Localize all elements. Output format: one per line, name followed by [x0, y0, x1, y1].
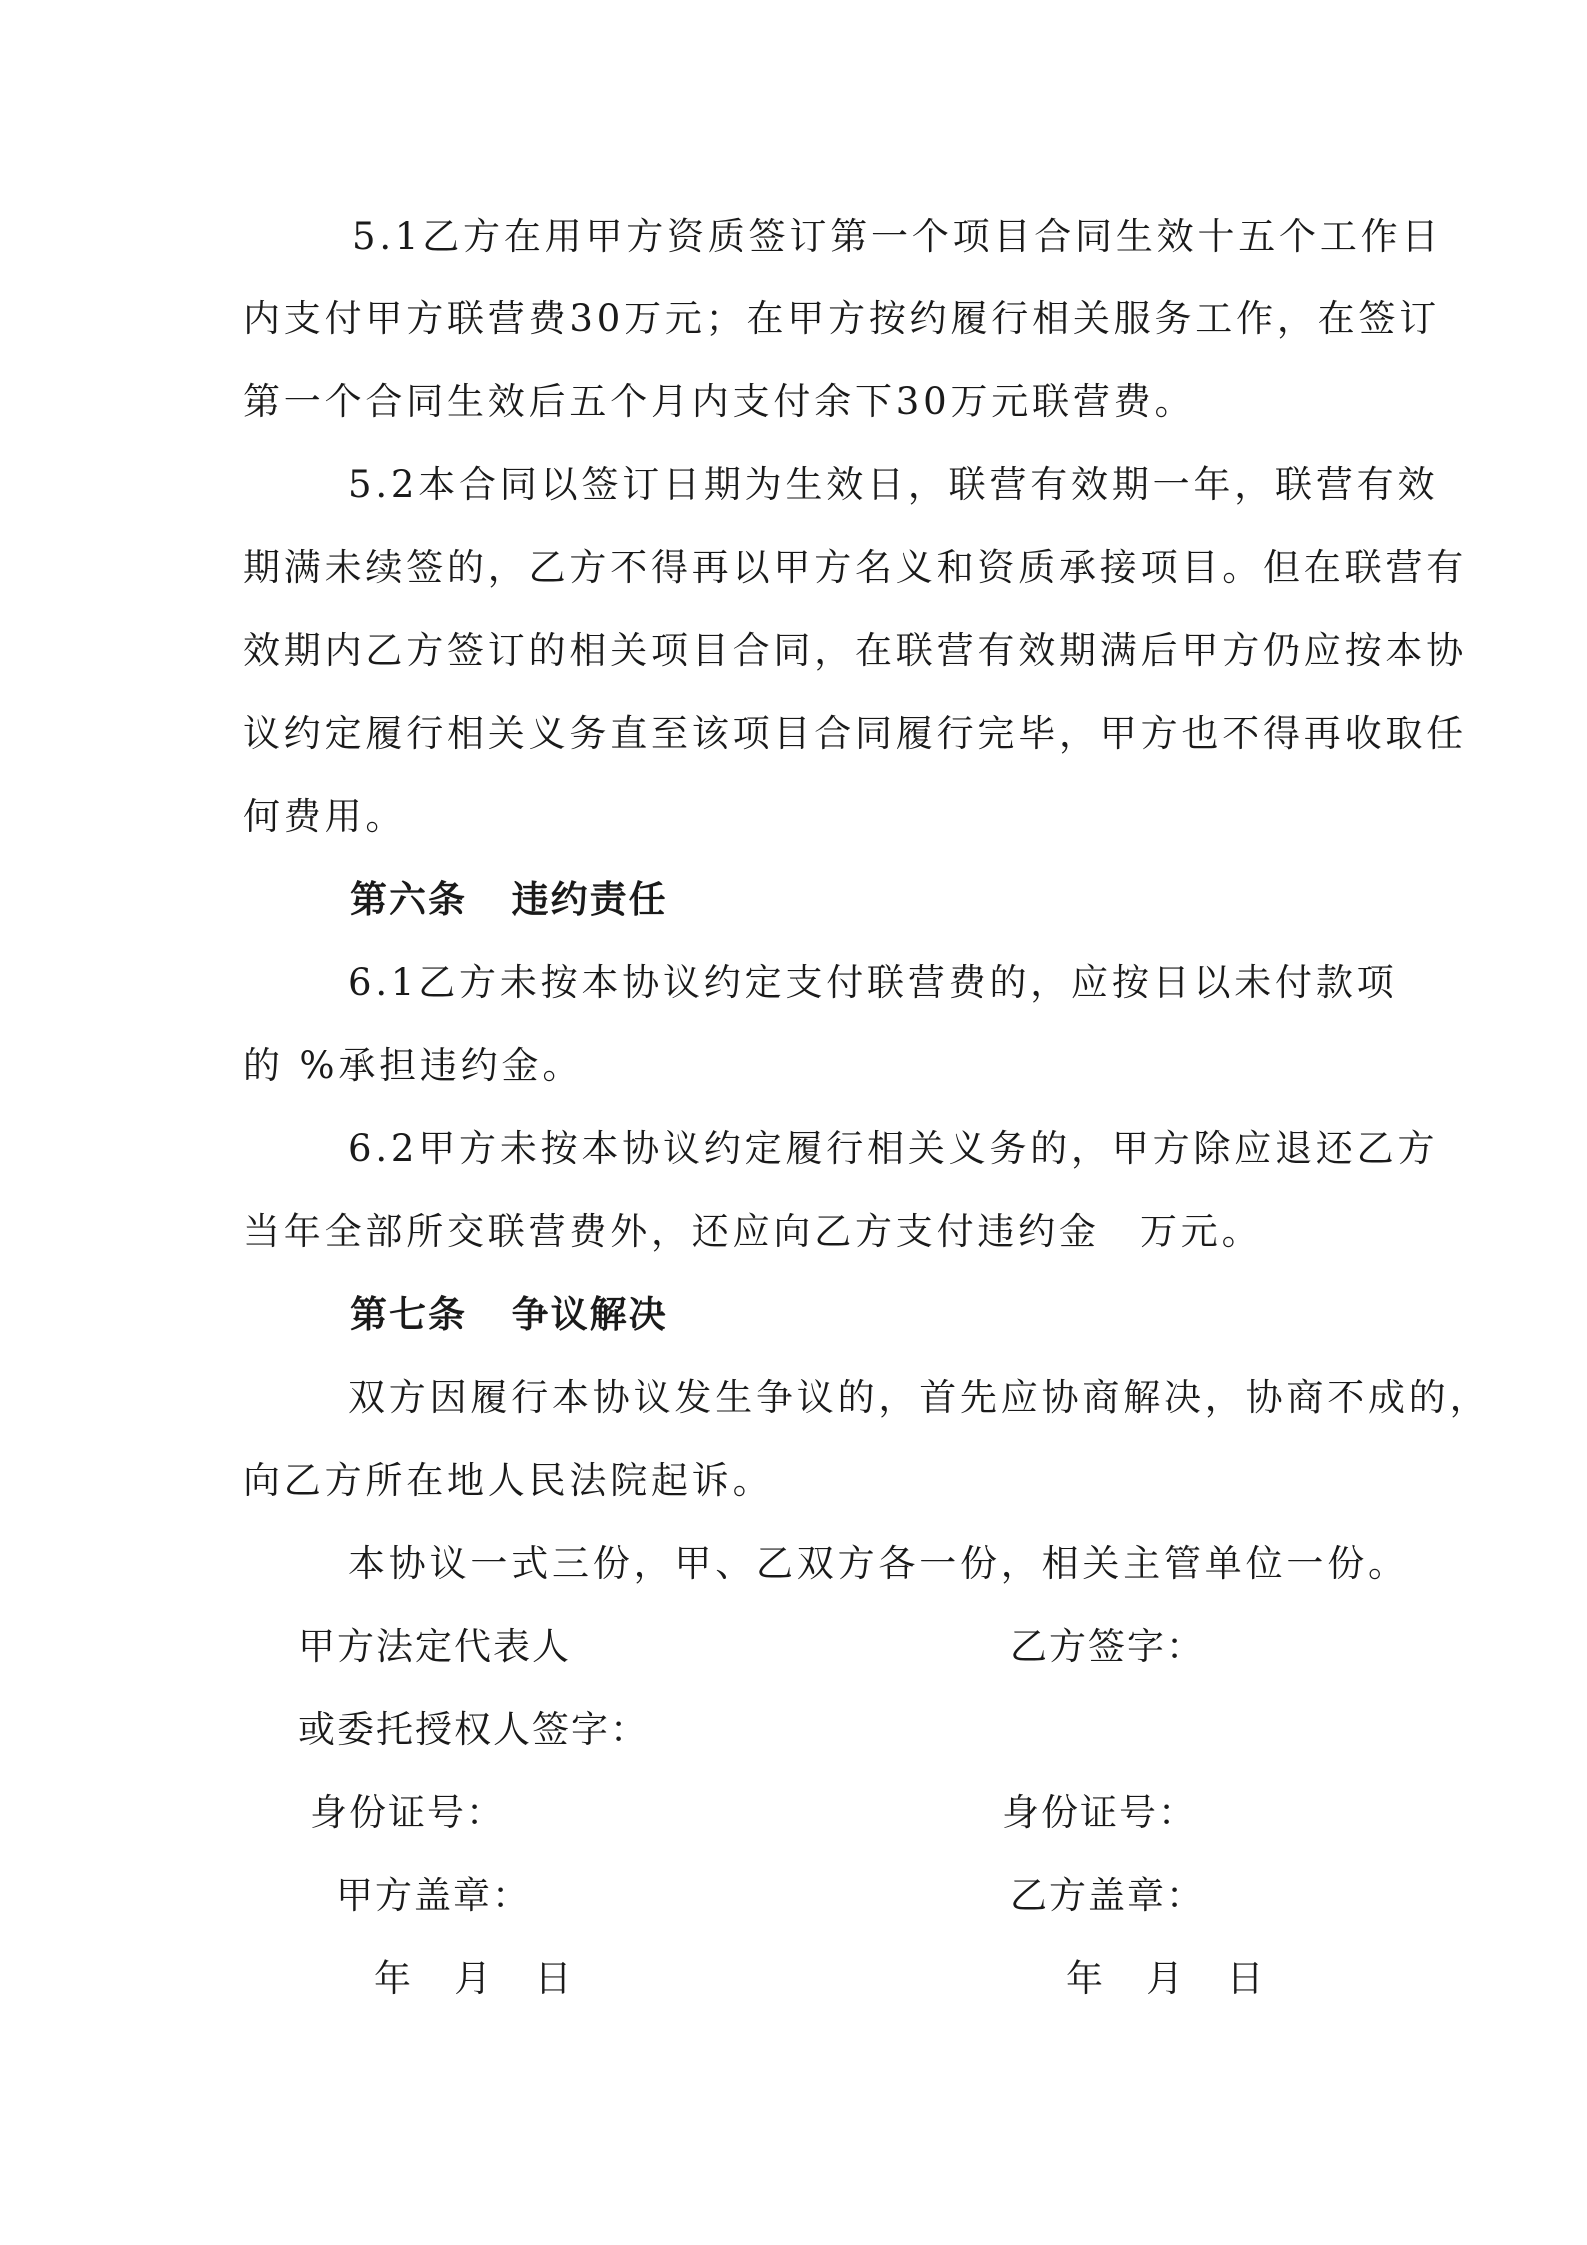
- party-a-id-label: 身份证号：: [310, 1791, 505, 1834]
- article-7-line-2: 向乙方所在地人民法院起诉。: [243, 1459, 774, 1502]
- clause-5-2-line-2: 期满未续签的，乙方不得再以甲方名义和资质承接项目。但在联营有: [243, 546, 1467, 589]
- party-a-authorized-signature-label: 或委托授权人签字：: [298, 1708, 649, 1751]
- party-a-seal-label: 甲方盖章：: [336, 1874, 531, 1917]
- clause-5-1-line-2: 内支付甲方联营费30万元；在甲方按约履行相关服务工作，在签订: [243, 297, 1441, 340]
- clause-6-1-line-2: 的 %承担违约金。: [243, 1044, 584, 1087]
- article-7-heading: 第七条 争议解决: [350, 1293, 668, 1336]
- clause-6-1-line-1: 6.1乙方未按本协议约定支付联营费的，应按日以未付款项: [348, 961, 1398, 1004]
- clause-5-1-line-1: 5.1乙方在用甲方资质签订第一个项目合同生效十五个工作日: [352, 215, 1443, 258]
- party-b-signature-label: 乙方签字：: [1010, 1625, 1205, 1668]
- clause-5-1-line-3: 第一个合同生效后五个月内支付余下30万元联营费。: [243, 380, 1196, 423]
- party-a-representative-label: 甲方法定代表人: [298, 1625, 571, 1668]
- party-b-date: 年 月 日: [1066, 1957, 1266, 2000]
- article-7-line-1: 双方因履行本协议发生争议的，首先应协商解决，协商不成的，: [348, 1376, 1491, 1419]
- party-b-seal-label: 乙方盖章：: [1010, 1874, 1205, 1917]
- clause-6-2-line-2-unit: 万元。: [1140, 1210, 1263, 1253]
- party-b-id-label: 身份证号：: [1002, 1791, 1197, 1834]
- clause-5-2-line-5: 何费用。: [243, 795, 407, 838]
- clause-5-2-line-3: 效期内乙方签订的相关项目合同，在联营有效期满后甲方仍应按本协: [243, 629, 1467, 672]
- party-a-date: 年 月 日: [374, 1957, 574, 2000]
- clause-6-2-line-1: 6.2甲方未按本协议约定履行相关义务的，甲方除应退还乙方: [348, 1127, 1439, 1170]
- article-6-heading: 第六条 违约责任: [350, 878, 668, 921]
- clause-5-2-line-4: 议约定履行相关义务直至该项目合同履行完毕，甲方也不得再收取任: [243, 712, 1467, 755]
- clause-5-2-line-1: 5.2本合同以签订日期为生效日，联营有效期一年，联营有效: [348, 463, 1439, 506]
- copies-statement: 本协议一式三份，甲、乙双方各一份，相关主管单位一份。: [348, 1542, 1409, 1585]
- clause-6-2-line-2: 当年全部所交联营费外，还应向乙方支付违约金: [243, 1210, 1100, 1253]
